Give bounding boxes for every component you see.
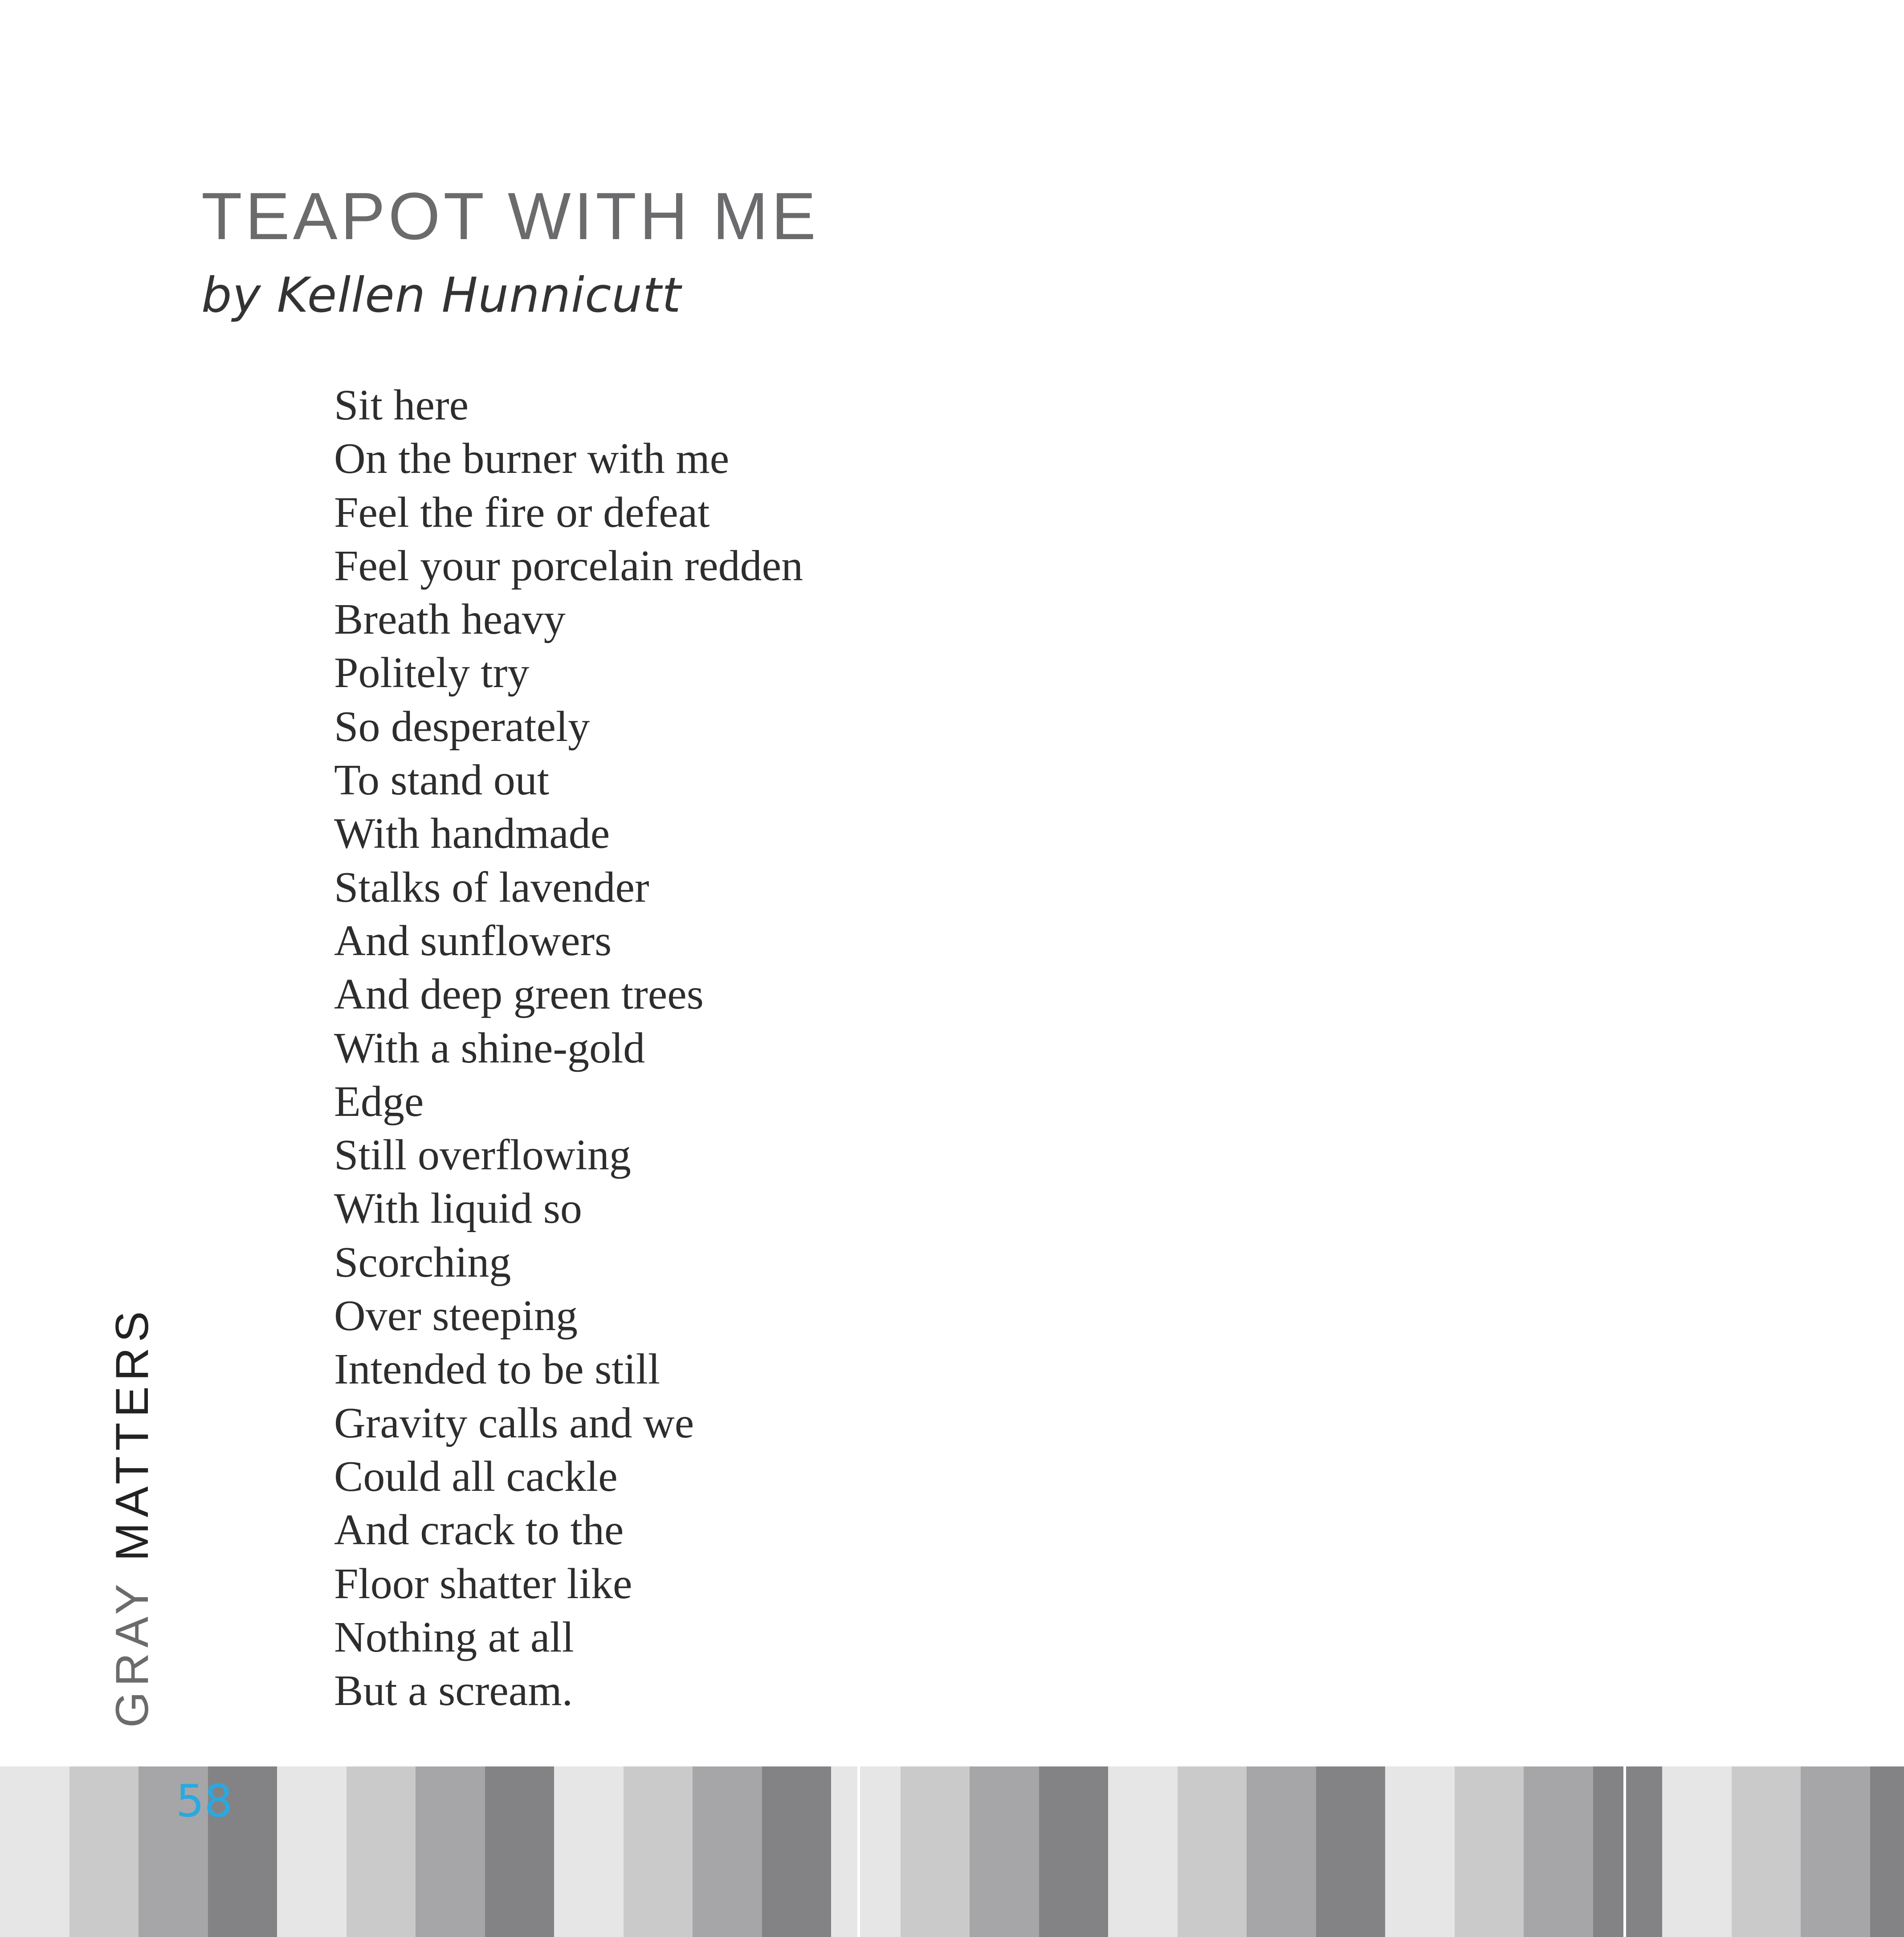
poem-line: Scorching <box>334 1238 511 1286</box>
stripe <box>69 1766 139 1937</box>
poem-line: Floor shatter like <box>334 1559 632 1608</box>
stripe <box>1455 1766 1524 1937</box>
stripe <box>693 1766 762 1937</box>
stripe <box>1316 1766 1386 1937</box>
stripe <box>347 1766 416 1937</box>
stripe <box>1385 1766 1455 1937</box>
poem-line: With liquid so <box>334 1184 582 1233</box>
poem-line: Breath heavy <box>334 595 566 644</box>
stripe <box>1870 1766 1904 1937</box>
poem-line: To stand out <box>334 756 550 805</box>
poem-title: TEAPOT WITH ME <box>201 179 819 253</box>
poem-line: But a scream. <box>334 1667 573 1715</box>
poem-line: With a shine-gold <box>334 1024 645 1072</box>
stripe <box>1108 1766 1178 1937</box>
poem-line: Edge <box>334 1077 424 1126</box>
stripe <box>277 1766 347 1937</box>
poem-line: Could all cackle <box>334 1452 618 1501</box>
stripe <box>831 1766 901 1937</box>
poem-body <box>334 378 803 1717</box>
stripe <box>1732 1766 1801 1937</box>
stripe <box>1178 1766 1247 1937</box>
poem-line: Over steeping <box>334 1292 578 1340</box>
decorative-stripe-band <box>0 1766 1904 1937</box>
stripe <box>1593 1766 1663 1937</box>
poem-line: And sunflowers <box>334 916 612 965</box>
stripe <box>485 1766 554 1937</box>
poem-line: On the burner with me <box>334 435 730 483</box>
poem-line: Nothing at all <box>334 1613 574 1661</box>
stripe <box>1662 1766 1732 1937</box>
section-label-matters: MATTERS <box>106 1306 158 1561</box>
section-label-vertical <box>106 1306 158 1728</box>
stripe <box>0 1766 69 1937</box>
stripe <box>1524 1766 1593 1937</box>
poem-line: Stalks of lavender <box>334 863 649 912</box>
poem-line: Still overflowing <box>334 1131 631 1180</box>
stripe-divider <box>857 1766 860 1937</box>
stripe <box>624 1766 693 1937</box>
poem-line: Gravity calls and we <box>334 1399 694 1447</box>
stripe <box>1247 1766 1316 1937</box>
stripe-divider <box>1623 1766 1626 1937</box>
stripe <box>901 1766 970 1937</box>
poem-line: Sit here <box>334 381 469 429</box>
page-number: 58 <box>176 1775 233 1827</box>
poem-line: Intended to be still <box>334 1345 660 1394</box>
poem-byline: by Kellen Hunnicutt <box>201 268 681 323</box>
stripe <box>1039 1766 1109 1937</box>
stripe <box>970 1766 1039 1937</box>
poem-line: And crack to the <box>334 1506 624 1554</box>
poem-line: So desperately <box>334 702 590 751</box>
stripe <box>762 1766 832 1937</box>
poem-line: Politely try <box>334 649 530 697</box>
poem-line: And deep green trees <box>334 970 704 1019</box>
poem-line: Feel your porcelain redden <box>334 541 803 590</box>
section-label-gray: GRAY <box>106 1579 158 1728</box>
stripe <box>1801 1766 1870 1937</box>
poem-line: Feel the fire or defeat <box>334 488 710 537</box>
poem-line: With handmade <box>334 810 610 858</box>
stripe <box>554 1766 624 1937</box>
stripe <box>416 1766 485 1937</box>
